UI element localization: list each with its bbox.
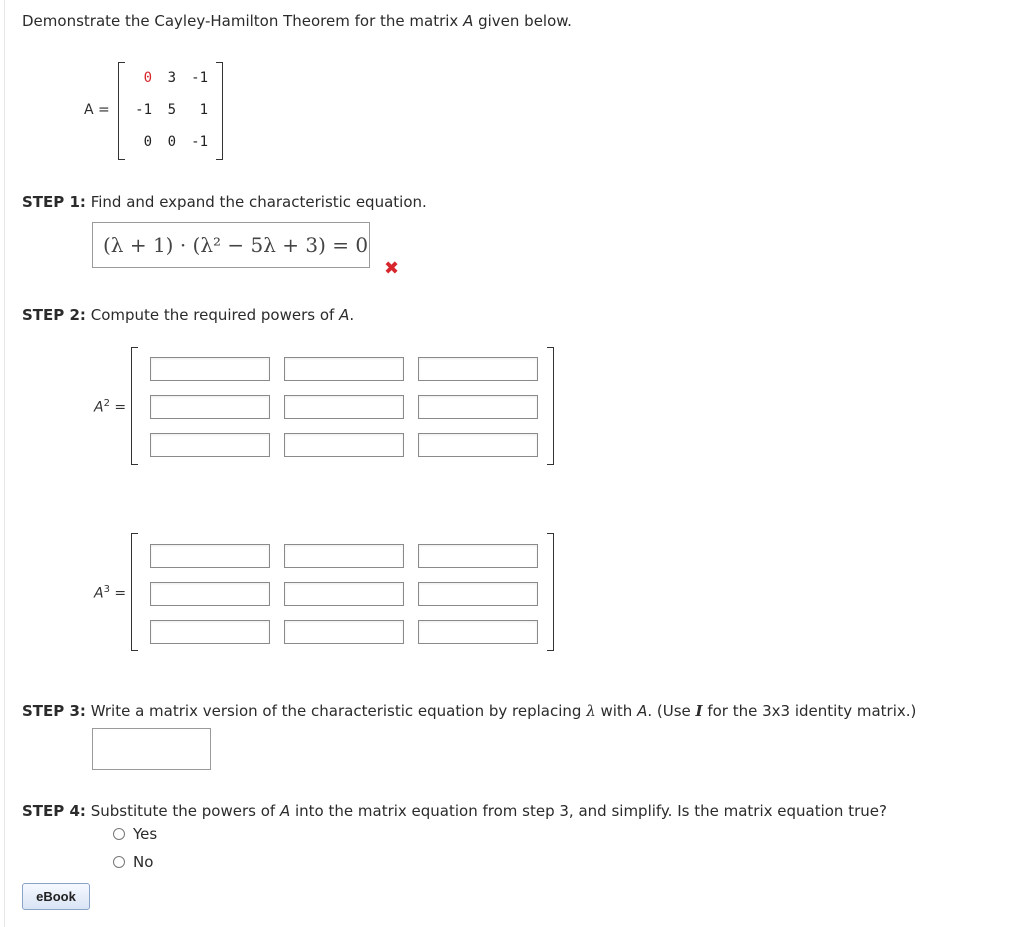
a-squared-input[interactable]	[418, 357, 538, 381]
a-cubed-input[interactable]	[418, 582, 538, 606]
a-cubed-input[interactable]	[418, 544, 538, 568]
matrix-a-cell: 5	[167, 102, 176, 118]
a-cubed-right-bracket	[547, 533, 554, 651]
a-cubed-input[interactable]	[418, 620, 538, 644]
step3-instruction: STEP 3: Write a matrix version of the characteristic equation by replacing λ with A. (Use I for the 3x3 identity matrix.)	[22, 702, 917, 720]
a-squared-input[interactable]	[284, 395, 404, 419]
a-squared-input[interactable]	[284, 433, 404, 457]
a-squared-input[interactable]	[150, 433, 270, 457]
a-squared-input[interactable]	[418, 395, 538, 419]
a-squared-label: $A^2$ =	[94, 398, 127, 416]
a-cubed-label: $A^3$ =	[94, 584, 127, 602]
matrix-equation-input[interactable]	[92, 728, 211, 770]
matrix-a-cell: 0	[167, 134, 176, 150]
incorrect-x-icon: ✖	[384, 258, 400, 279]
matrix-a-cell: -1	[191, 70, 208, 86]
a-squared-input[interactable]	[150, 357, 270, 381]
a-squared-input[interactable]	[418, 433, 538, 457]
matrix-a-cell: -1	[191, 134, 208, 150]
a-squared-input[interactable]	[284, 357, 404, 381]
left-frame-line	[4, 0, 5, 927]
matrix-a-label: A =	[84, 102, 110, 118]
radio-option-no[interactable]	[113, 853, 153, 871]
a-cubed-input[interactable]	[150, 620, 270, 644]
matrix-a-cell: -1	[135, 102, 152, 118]
matrix-a-cell: 0	[143, 70, 152, 86]
a-cubed-input[interactable]	[284, 582, 404, 606]
a-squared-right-bracket	[547, 347, 554, 465]
radio-circle-icon[interactable]	[113, 828, 125, 840]
matrix-a-left-bracket	[118, 62, 125, 160]
a-cubed-left-bracket	[131, 533, 138, 651]
matrix-a-cell: 3	[167, 70, 176, 86]
radio-option-label: No	[133, 853, 154, 871]
a-squared-input[interactable]	[150, 395, 270, 419]
characteristic-equation-answer[interactable]: (λ + 1) · (λ² − 5λ + 3) = 0	[92, 222, 370, 268]
radio-circle-icon[interactable]	[113, 856, 125, 868]
ebook-button[interactable]: eBook	[22, 883, 90, 910]
step1-instruction: STEP 1: Find and expand the characteristic equation.	[22, 193, 427, 211]
a-cubed-input[interactable]	[284, 620, 404, 644]
matrix-a-cell: 1	[199, 102, 208, 118]
a-cubed-input[interactable]	[284, 544, 404, 568]
a-squared-left-bracket	[131, 347, 138, 465]
step2-instruction: STEP 2: Compute the required powers of A.	[22, 306, 355, 324]
problem-prompt: Demonstrate the Cayley-Hamilton Theorem for the matrix A given below.	[22, 12, 572, 30]
step4-instruction: STEP 4: Substitute the powers of A into the matrix equation from step 3, and simplify. Is the matrix equation true?	[22, 802, 887, 820]
a-cubed-input[interactable]	[150, 544, 270, 568]
matrix-a-right-bracket	[216, 62, 223, 160]
radio-option-yes[interactable]	[113, 825, 157, 843]
radio-option-label: Yes	[133, 825, 158, 843]
a-cubed-input[interactable]	[150, 582, 270, 606]
matrix-a-cell: 0	[143, 134, 152, 150]
